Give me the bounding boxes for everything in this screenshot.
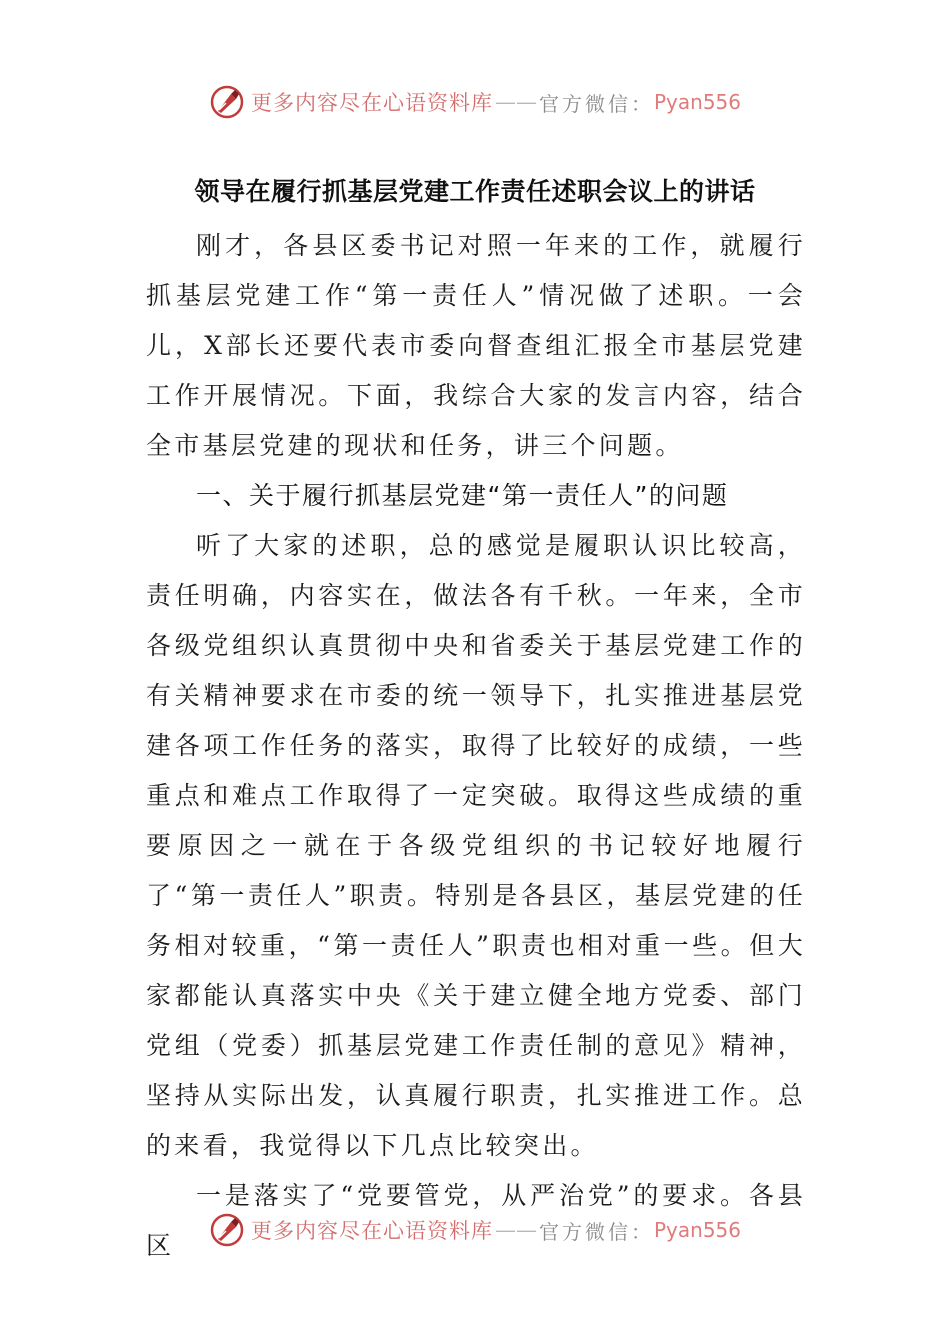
pen-nib-logo-icon	[209, 1212, 245, 1248]
section-heading-1: 一、关于履行抓基层党建“第一责任人”的问题	[196, 481, 729, 510]
watermark-wechat-label: 官方微信：	[538, 1219, 654, 1244]
watermark-brand: 更多内容尽在心语资料库	[250, 91, 493, 115]
document-title: 领导在履行抓基层党建工作责任述职会议上的讲话	[194, 177, 756, 206]
paragraph-intro: 刚才，各县区委书记对照一年来的工作，就履行抓基层党建工作“第一责任人”情况做了述职。一会儿，X部长还要代表市委向督查组汇报全市基层党建工作开展情况。下面，我综合大家的发言内容，结合全市基层党建的现状和任务，讲三个问题。	[146, 231, 806, 460]
watermark-banner-bottom	[0, 1208, 950, 1252]
watermark-separator: ——	[494, 90, 537, 114]
pen-nib-logo-icon	[209, 84, 245, 120]
watermark-wechat-id: Pyan556	[653, 1218, 741, 1242]
watermark-brand: 更多内容尽在心语资料库	[250, 1219, 493, 1243]
watermark-separator: ——	[494, 1218, 537, 1242]
document-body	[146, 221, 806, 1271]
watermark-wechat-id: Pyan556	[653, 90, 741, 114]
watermark-banner-top	[0, 80, 950, 124]
paragraph-point-1: 一是落实了“党要管党，从严治党”的要求。各县区	[146, 1181, 806, 1260]
paragraph-section-1: 听了大家的述职，总的感觉是履职认识比较高，责任明确，内容实在，做法各有千秋。一年来，全市各级党组织认真贯彻中央和省委关于基层党建工作的有关精神要求在市委的统一领导下，扎实推进基层党建各项工作任务的落实，取得了比较好的成绩，一些重点和难点工作取得了一定突破。取得这些成绩的重要原因之一就在于各级党组织的书记较好地履行了“第一责任人”职责。特别是各县区，基层党建的任务相对较重，“第一责任人”职责也相对重一些。但大家都能认真落实中央《关于建立健全地方党委、部门党组（党委）抓基层党建工作责任制的意见》精神，坚持从实际出发，认真履行职责，扎实推进工作。总的来看，我觉得以下几点比较突出。	[146, 531, 806, 1160]
watermark-wechat-label: 官方微信：	[538, 91, 654, 116]
